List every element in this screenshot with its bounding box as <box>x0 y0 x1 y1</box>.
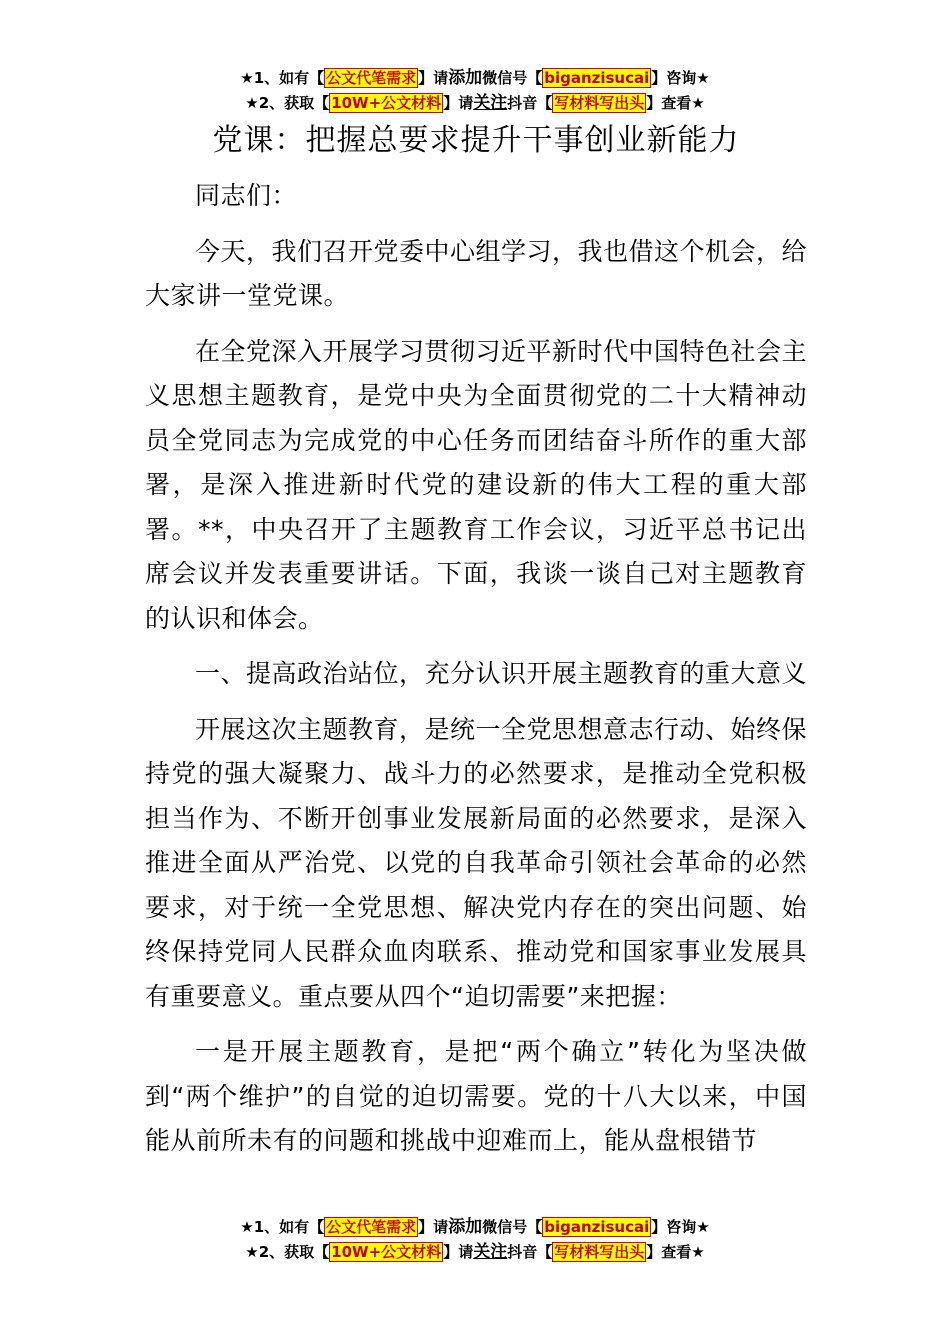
banner-text: 】请 <box>443 94 474 112</box>
banner-text: 1、如有【 <box>253 69 325 87</box>
highlight-douyin-account: 写材料写出头 <box>554 1243 645 1261</box>
highlight-materials: 10W+公文材料 <box>331 94 442 112</box>
highlight-wechat-id: biganzisucai <box>544 69 650 87</box>
paragraph-background: 在全党深入开展学习贯彻习近平新时代中国特色社会主义思想主题教育，是党中央为全面贯彻党的二十大精神动员全党同志为完成党的中心任务而团结奋斗所作的重大部署，是深入推进新时代党的建设新的伟大工程的重大部署。**，中央召开了主题教育工作会议，习近平总书记出席会议并发表重要讲话。下面，我谈一谈自己对主题教育的认识和体会。 <box>145 336 808 633</box>
star-icon: ★ <box>696 1218 710 1236</box>
banner-text: 】咨询 <box>651 69 697 87</box>
banner-text: 2、获取【 <box>258 1243 330 1261</box>
document-body <box>145 118 807 1175</box>
banner-text: 】请 <box>418 1218 449 1236</box>
banner-text: 】查看 <box>646 94 692 112</box>
banner-text: 1、如有【 <box>253 1218 325 1236</box>
highlight-service: 公文代笔需求 <box>326 69 417 87</box>
paragraph-intro: 今天，我们召开党委中心组学习，我也借这个机会，给大家讲一堂党课。 <box>145 236 808 310</box>
salutation: 同志们： <box>195 181 298 210</box>
banner-text: 2、获取【 <box>258 94 330 112</box>
banner-text: 抖音【 <box>507 1243 553 1261</box>
banner-line-1 <box>0 66 950 91</box>
banner-text: 微信号【 <box>482 69 543 87</box>
footer-banner <box>0 1215 950 1265</box>
star-icon: ★ <box>240 69 254 87</box>
banner-text: 抖音【 <box>507 94 553 112</box>
banner-line-2 <box>0 91 950 116</box>
star-icon: ★ <box>696 69 710 87</box>
paragraph-point-1: 一是开展主题教育，是把“两个确立”转化为坚决做到“两个维护”的自觉的迫切需要。党的十八大以来，中国能从前所未有的问题和挑战中迎难而上，能从盘根错节 <box>145 1037 807 1155</box>
banner-text-emphasis: 关注 <box>473 1242 508 1262</box>
document-title: 党课：把握总要求提升干事创业新能力 <box>212 123 740 158</box>
star-icon: ★ <box>245 1243 259 1261</box>
banner-text-emphasis: 添加 <box>448 68 483 88</box>
banner-text: 微信号【 <box>482 1218 543 1236</box>
banner-text-emphasis: 关注 <box>473 93 508 113</box>
banner-text: 】查看 <box>646 1243 692 1261</box>
section-heading-1: 一、提高政治站位，充分认识开展主题教育的重大意义 <box>195 659 808 688</box>
highlight-douyin-account: 写材料写出头 <box>554 94 645 112</box>
star-icon: ★ <box>240 1218 254 1236</box>
highlight-service: 公文代笔需求 <box>326 1218 417 1236</box>
star-icon: ★ <box>245 94 259 112</box>
highlight-wechat-id: biganzisucai <box>544 1218 650 1236</box>
star-icon: ★ <box>691 1243 705 1261</box>
highlight-materials: 10W+公文材料 <box>331 1243 442 1261</box>
paragraph-significance: 开展这次主题教育，是统一全党思想意志行动、始终保持党的强大凝聚力、战斗力的必然要求，是推动全党积极担当作为、不断开创事业发展新局面的必然要求，是深入推进全面从严治党、以党的自我革命引领社会革命的必然要求，对于统一全党思想、解决党内存在的突出问题、始终保持党同人民群众血肉联系、推动党和国家事业发展具有重要意义。重点要从四个“迫切需要”来把握： <box>145 714 808 1011</box>
banner-text-emphasis: 添加 <box>448 1217 483 1237</box>
banner-line-2 <box>0 1240 950 1265</box>
star-icon: ★ <box>691 94 705 112</box>
banner-text: 】请 <box>418 69 449 87</box>
banner-text: 】请 <box>443 1243 474 1261</box>
banner-text: 】咨询 <box>651 1218 697 1236</box>
banner-line-1 <box>0 1215 950 1240</box>
header-banner <box>0 66 950 116</box>
